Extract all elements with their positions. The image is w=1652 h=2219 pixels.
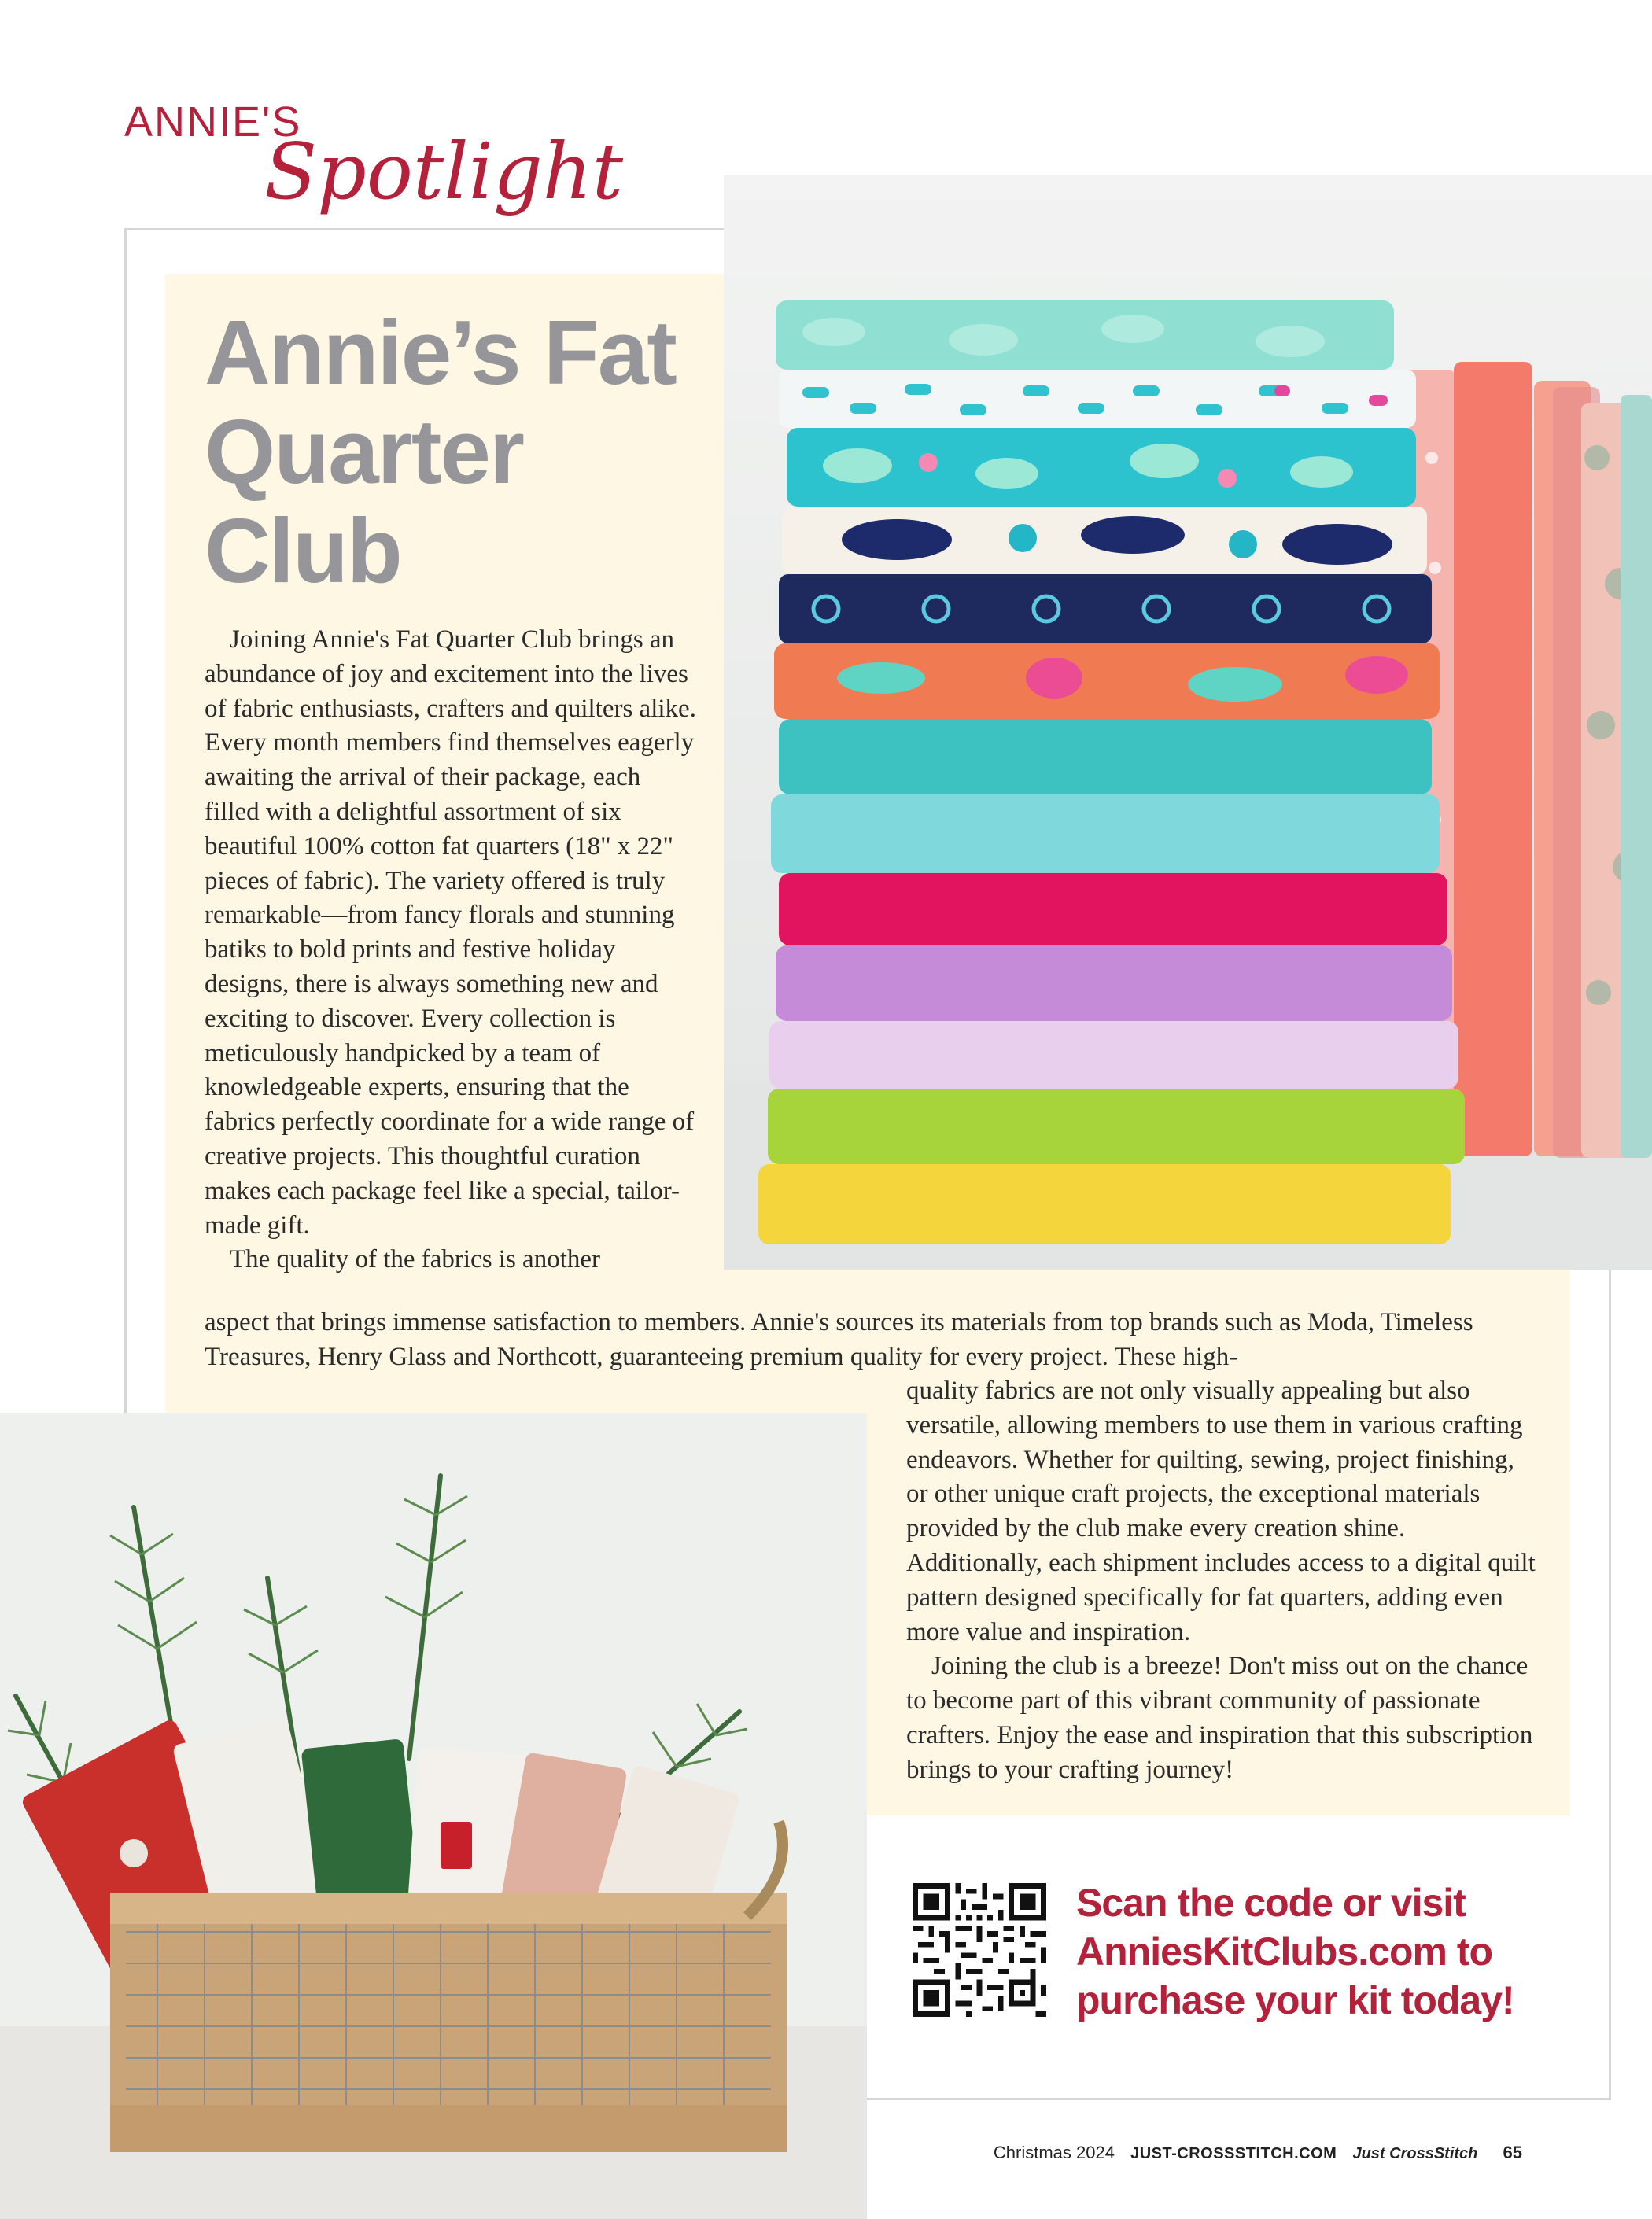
paragraph-quality-wide: aspect that brings immense satisfaction to members. Annie's sources its materials from top brands such as Moda, Timeless Treasures, Henry Glass and Northcott, guaranteeing premium quality for every project. These high- (205, 1308, 1473, 1371)
section-title: Spotlight (264, 127, 624, 217)
article-column-left (205, 623, 702, 1277)
footer-site: JUST-CROSSSTITCH.COM (1130, 2145, 1337, 2162)
basket-photo (0, 1413, 867, 2219)
paragraph-quality-rest: quality fabrics are not only visually appealing but also versatile, allowing members to use them in various crafting endeavors. Whether for quilting, sewing, project finishing, or other unique craft projects, the exceptional materials provided by the club make every creation shine. Additionally, each shipment includes access to a digital quilt pattern designed specifically for fat quarters, adding even more value and inspiration. (906, 1377, 1536, 1646)
call-to-action: Scan the code or visit AnniesKitClubs.com to purchase your kit today! (1076, 1881, 1514, 2022)
section-kicker: ANNIE'S (124, 98, 302, 146)
paragraph-joining: Joining the club is a breeze! Don't miss out on the chance to become part of this vibrant community of passionate crafters. Enjoy the ease and inspiration that this subscription brings to your crafting journey! (906, 1652, 1533, 1784)
footer-issue: Christmas 2024 (993, 2143, 1115, 2162)
page-footer (983, 2143, 1522, 2163)
article-wide-row (205, 1306, 1510, 1375)
paragraph-quality-lead: The quality of the fabrics is another (230, 1245, 601, 1274)
fabric-stack-photo (724, 175, 1652, 1270)
footer-magazine: Just CrossStitch (1352, 2145, 1478, 2162)
paragraph-intro: Joining Annie's Fat Quarter Club brings an abundance of joy and excitement into the lives of fabric enthusiasts, crafters and quilters alike. Every month members find themselves eagerly awaiting the arrival of their package, each filled with a delightful assortment of six beautiful 100% cotton fat quarters (18" x 22" pieces of fabric). The variety offered is truly remarkable—from fancy florals and stunning batiks to bold prints and festive holiday designs, there is always something new and exciting to discover. Every collection is meticulously handpicked by a team of knowledgeable experts, ensuring that the fabrics perfectly coordinate for a wide range of creative projects. This thoughtful curation makes each package feel like a special, tailor-made gift. (205, 625, 696, 1240)
article-title: Annie’s Fat Quarter Club (205, 301, 676, 602)
article-column-right (906, 1374, 1536, 1788)
page-number: 65 (1503, 2143, 1522, 2162)
qr-code-icon[interactable] (913, 1883, 1046, 2017)
